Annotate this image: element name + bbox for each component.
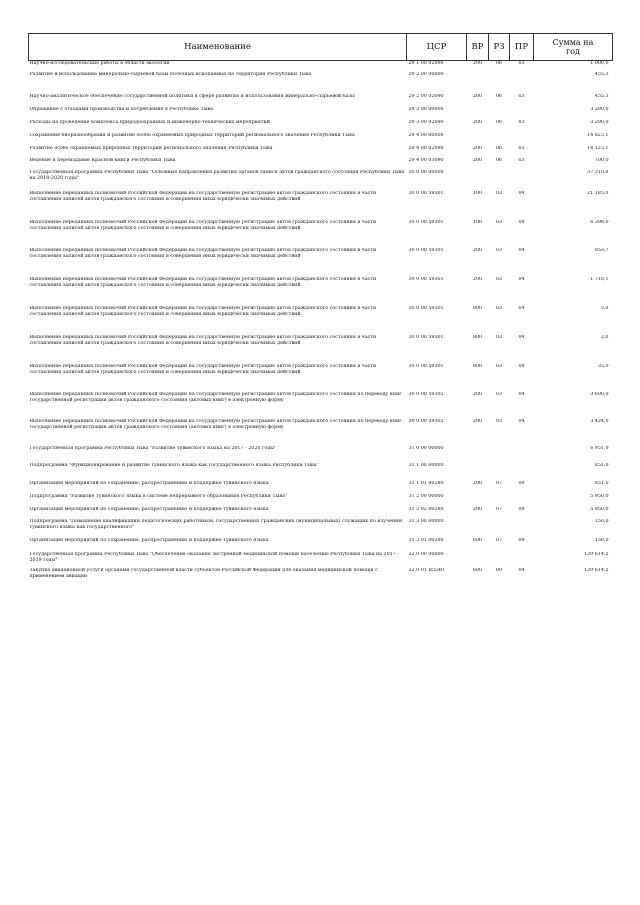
cell-pr: 09 (518, 506, 525, 512)
cell-pr (510, 494, 534, 507)
cell-rz (489, 463, 510, 481)
table-row (29, 94, 613, 107)
cell-vr (467, 107, 489, 120)
cell-rz (489, 133, 510, 146)
cell-pr: 04 (518, 363, 525, 369)
cell-vr (467, 170, 489, 191)
cell-sum: 851,0 (594, 462, 609, 468)
header-csr: ЦСР (407, 34, 467, 61)
cell-pr (510, 446, 534, 463)
cell-sum: 1 718,1 (590, 276, 609, 282)
cell-csr: 31 1 00 00000 (408, 462, 444, 468)
cell-pr: 04 (518, 247, 525, 253)
cell-vr (467, 133, 489, 146)
table-row (29, 494, 613, 507)
cell-rz: 06 (495, 93, 503, 99)
cell-name: Организация мероприятий по сохранению, распространению и поддержке тувинского языка (29, 537, 269, 543)
cell-name: Выполнение переданных полномочий Российской Федерации на государственную регистрацию актов гражданского состояния в части составления записей актов гражданского состояния и совершения иных юридически значимых действий (29, 247, 377, 259)
cell-sum: 6 398,0 (590, 219, 609, 225)
table-row (29, 158, 613, 170)
table-row (29, 568, 613, 583)
header-name: Наименование (29, 34, 407, 61)
cell-csr: 31 0 00 00000 (408, 445, 444, 451)
cell-pr (510, 107, 534, 120)
cell-name: Организация мероприятий по сохранению, распространению и поддержке тувинского языка (29, 506, 269, 512)
table-row (29, 419, 613, 446)
cell-csr: 30 0 00 59301 (408, 363, 444, 369)
cell-vr: 800 (472, 363, 483, 369)
cell-csr: 30 0 00 00000 (408, 169, 444, 175)
cell-vr: 600 (472, 567, 483, 573)
cell-sum: 1 000,0 (590, 61, 609, 66)
cell-sum: 2,0 (600, 334, 609, 340)
cell-vr: 200 (472, 480, 483, 486)
cell-rz: 07 (495, 480, 503, 486)
cell-name: Развитие особо охраняемых природных территорий регионального значения Республики Тыва (29, 145, 273, 151)
cell-vr: 100 (472, 190, 483, 196)
table-row (29, 446, 613, 463)
cell-sum: 21 185,0 (587, 190, 609, 196)
cell-name: Организация мероприятий по сохранению, распространению и поддержке тувинского языка (29, 480, 269, 486)
cell-pr (510, 463, 534, 481)
cell-vr: 200 (472, 145, 483, 151)
cell-name: Выполнение переданных полномочий Российской Федерации на государственную регистрацию актов гражданского состояния по переводу книг государственной регистрации актов гражданского состояния (актовых книг) в электронную форму (29, 418, 402, 430)
cell-rz: 06 (495, 145, 503, 151)
cell-pr (510, 552, 534, 568)
cell-pr: 04 (518, 418, 525, 424)
cell-name: Государственная программа Республики Тыва "Обеспечение оказания экстренной медицинской помощи населению Республики Тыва на 2017 - 2019 годы" (29, 551, 399, 563)
cell-rz (489, 494, 510, 507)
cell-pr (510, 133, 534, 146)
cell-sum: 37 310,8 (587, 169, 609, 175)
table-row (29, 61, 613, 72)
table-row (29, 519, 613, 538)
cell-name: Выполнение переданных полномочий Российской Федерации на государственную регистрацию актов гражданского состояния в части составления записей актов гражданского состояния и совершения иных юридически значимых действий (29, 305, 377, 317)
header-sum-line1: Сумма на (552, 38, 594, 47)
cell-rz: 03 (495, 391, 503, 397)
cell-sum: 129 614,2 (584, 567, 609, 573)
cell-sum: 14 123,1 (587, 145, 609, 151)
cell-vr: 200 (472, 418, 483, 424)
cell-name: Выполнение переданных полномочий Российской Федерации на государственную регистрацию актов гражданского состояния в части составления записей актов гражданского состояния и совершения иных юридически значимых действий (29, 219, 377, 231)
table-row (29, 364, 613, 392)
cell-name: Научно-исследовательские работы в области экологии (29, 61, 170, 66)
cell-vr: 200 (472, 93, 483, 99)
cell-sum: 3 290,0 (590, 106, 609, 112)
cell-csr: 31 1 01 00280 (408, 480, 444, 486)
cell-rz (489, 72, 510, 94)
table-row (29, 552, 613, 568)
cell-vr (467, 552, 489, 568)
table-row (29, 133, 613, 146)
header-sum-line2: год (566, 47, 580, 56)
cell-name: Обращение с отходами производства и потребления в Республике Тыва (29, 106, 214, 112)
cell-rz: 06 (495, 61, 503, 66)
table-row (29, 170, 613, 191)
cell-rz: 03 (495, 305, 503, 311)
cell-vr (467, 446, 489, 463)
cell-name: Выполнение переданных полномочий Российской Федерации на государственную регистрацию актов гражданского состояния в части составления записей актов гражданского состояния и совершения иных юридически значимых действий (29, 334, 377, 346)
cell-name: Подпрограмма "Развитие тувинского языка в системе непрерывного образования Республики Тыва" (29, 493, 288, 499)
cell-csr: 29 2 00 00000 (408, 71, 444, 77)
cell-pr: 09 (518, 480, 525, 486)
cell-csr: 32 0 01 R5540 (408, 567, 445, 573)
cell-name: Выполнение переданных полномочий Российской Федерации на государственную регистрацию актов гражданского состояния в части составления записей актов гражданского состояния и совершения иных юридически значимых действий (29, 363, 377, 375)
cell-csr: 29 3 00 00000 (408, 106, 444, 112)
cell-sum: 14 823,1 (587, 132, 609, 138)
table-header (29, 34, 613, 61)
cell-vr: 200 (472, 276, 483, 282)
cell-name: Государственная программа Республики Тыва "Основные направления развития органов записи актов гражданского состояния Республики Тыва на 2018-2020 годы" (29, 169, 405, 181)
cell-rz (489, 170, 510, 191)
table-row (29, 107, 613, 120)
table-row (29, 335, 613, 364)
header-sum (534, 34, 613, 61)
cell-csr: 31 3 01 00280 (408, 537, 444, 543)
cell-csr: 31 3 00 00000 (408, 518, 444, 524)
table-row (29, 277, 613, 306)
cell-csr: 31 2 02 00280 (408, 506, 444, 512)
cell-name: Ведение и переиздание Красной книги Республики Тыва (29, 157, 176, 163)
cell-pr: 03 (518, 145, 525, 151)
cell-pr: 04 (518, 391, 525, 397)
cell-vr: 200 (472, 247, 483, 253)
cell-csr: 29 1 00 02090 (408, 61, 444, 66)
table-row (29, 72, 613, 94)
cell-pr: 04 (518, 190, 525, 196)
cell-pr (510, 170, 534, 191)
cell-vr (467, 72, 489, 94)
cell-csr: 30 0 00 59301 (408, 247, 444, 253)
cell-name: Закупка авиационной услуги органами государственной власти субъектов Российской Федерации для оказания медицинской помощи с применением авиации (29, 567, 378, 579)
cell-rz: 03 (495, 418, 503, 424)
cell-name: Научно-аналитическое обеспечение государственной политики в сфере развития и использования минерально-сырьевой базы (29, 93, 355, 99)
cell-csr: 29 4 00 03090 (408, 157, 444, 163)
cell-rz (489, 519, 510, 538)
table-row (29, 191, 613, 220)
cell-csr: 30 0 00 59301 (408, 305, 444, 311)
cell-csr: 29 4 00 00000 (408, 132, 444, 138)
cell-sum: 3 424,0 (590, 418, 609, 424)
cell-pr: 04 (518, 305, 525, 311)
cell-vr (467, 519, 489, 538)
cell-name: Подпрограмма "Повышение квалификации педагогических работников, государственных гражданских (муниципальных) служащих по изучению тувинского языка как государственного" (29, 518, 403, 530)
header-pr: ПР (510, 34, 534, 61)
cell-name: Сохранение биоразнообразия и развитие особо охраняемых природных территорий регионального значения Республики Тыва (29, 132, 355, 138)
cell-name: Выполнение переданных полномочий Российской Федерации на государственную регистрацию актов гражданского состояния по переводу книг государственной регистрации актов гражданского состояния (актовых книг) в электронную форму (29, 391, 402, 403)
cell-sum: 3 290,0 (590, 119, 609, 125)
cell-vr: 800 (472, 334, 483, 340)
cell-rz: 06 (495, 119, 503, 125)
cell-sum: 6 951,0 (590, 445, 609, 451)
table-row (29, 146, 613, 158)
cell-vr (467, 494, 489, 507)
cell-rz: 03 (495, 363, 503, 369)
table-row (29, 507, 613, 519)
cell-pr: 03 (518, 93, 525, 99)
cell-rz: 03 (495, 190, 503, 196)
cell-sum: 851,0 (594, 480, 609, 486)
cell-vr: 200 (472, 61, 483, 66)
cell-pr: 09 (518, 537, 525, 543)
cell-rz: 03 (495, 334, 503, 340)
cell-rz: 03 (495, 247, 503, 253)
cell-pr: 03 (518, 61, 525, 66)
header-rz: РЗ (489, 34, 510, 61)
cell-vr: 200 (472, 506, 483, 512)
cell-csr: 30 0 00 59301 (408, 276, 444, 282)
cell-csr: 32 0 00 00000 (408, 551, 444, 557)
cell-csr: 31 2 00 00000 (408, 493, 444, 499)
cell-csr: 30 0 00 59302 (408, 391, 444, 397)
cell-csr: 30 0 00 59302 (408, 418, 444, 424)
cell-rz (489, 552, 510, 568)
cell-vr: 200 (472, 157, 483, 163)
cell-sum: 5 950,0 (590, 493, 609, 499)
table-row (29, 306, 613, 335)
cell-sum: 3 690,0 (590, 391, 609, 397)
cell-name: Подпрограмма "Функционирование и развитие тувинского языка как государственного языка Республики Тыва" (29, 462, 319, 468)
cell-csr: 29 4 00 02090 (408, 145, 444, 151)
cell-pr: 03 (518, 157, 525, 163)
cell-pr (510, 519, 534, 538)
cell-vr (467, 463, 489, 481)
cell-pr: 04 (518, 567, 525, 573)
cell-csr: 29 2 00 02090 (408, 93, 444, 99)
table-body (29, 61, 613, 583)
cell-vr: 800 (472, 305, 483, 311)
table-row (29, 220, 613, 248)
cell-vr: 100 (472, 219, 483, 225)
cell-sum: 150,0 (594, 537, 609, 543)
cell-pr: 04 (518, 334, 525, 340)
cell-csr: 30 0 00 59301 (408, 219, 444, 225)
header-vr: ВР (467, 34, 489, 61)
cell-rz: 03 (495, 276, 503, 282)
budget-table (28, 33, 613, 583)
cell-vr: 200 (472, 119, 483, 125)
cell-sum: 5 950,0 (590, 506, 609, 512)
cell-vr: 600 (472, 537, 483, 543)
cell-sum: 700,0 (594, 157, 609, 163)
cell-sum: 150,0 (594, 518, 609, 524)
cell-name: Государственная программа Республики Тыва "Развитие тувинского языка на 2017 - 2020 годы" (29, 445, 277, 451)
cell-sum: 455,3 (594, 93, 609, 99)
cell-rz: 07 (495, 506, 503, 512)
cell-sum: 129 614,2 (584, 551, 609, 557)
table-row (29, 392, 613, 419)
cell-name: Развитие и использование минерально-сырьевой базы полезных ископаемых на территории Республики Тыва (29, 71, 312, 77)
cell-rz: 03 (495, 219, 503, 225)
cell-pr: 03 (518, 119, 525, 125)
cell-rz: 06 (495, 157, 503, 163)
cell-csr: 29 3 00 02090 (408, 119, 444, 125)
cell-name: Выполнение переданных полномочий Российской Федерации на государственную регистрацию актов гражданского состояния в части составления записей актов гражданского состояния и совершения иных юридически значимых действий (29, 276, 377, 288)
cell-csr: 30 0 00 59301 (408, 334, 444, 340)
table-row (29, 538, 613, 552)
cell-sum: 455,3 (594, 71, 609, 77)
cell-pr (510, 72, 534, 94)
table-row (29, 248, 613, 277)
cell-sum: 853,7 (594, 247, 609, 253)
cell-vr: 200 (472, 391, 483, 397)
cell-rz: 07 (495, 537, 503, 543)
cell-rz (489, 446, 510, 463)
cell-rz (489, 107, 510, 120)
cell-pr: 04 (518, 219, 525, 225)
cell-rz: 09 (495, 567, 503, 573)
cell-name: Выполнение переданных полномочий Российской Федерации на государственную регистрацию актов гражданского состояния в части составления записей актов гражданского состояния и совершения иных юридически значимых действий (29, 190, 377, 202)
table-row (29, 481, 613, 494)
cell-sum: 5,0 (600, 305, 609, 311)
table-row (29, 463, 613, 481)
cell-pr: 04 (518, 276, 525, 282)
table-row (29, 120, 613, 133)
cell-csr: 30 0 00 59301 (408, 190, 444, 196)
cell-sum: 35,0 (597, 363, 609, 369)
cell-name: Расходы на проведение комплекса природоохранных и инженерно-технических мероприятий (29, 119, 270, 125)
